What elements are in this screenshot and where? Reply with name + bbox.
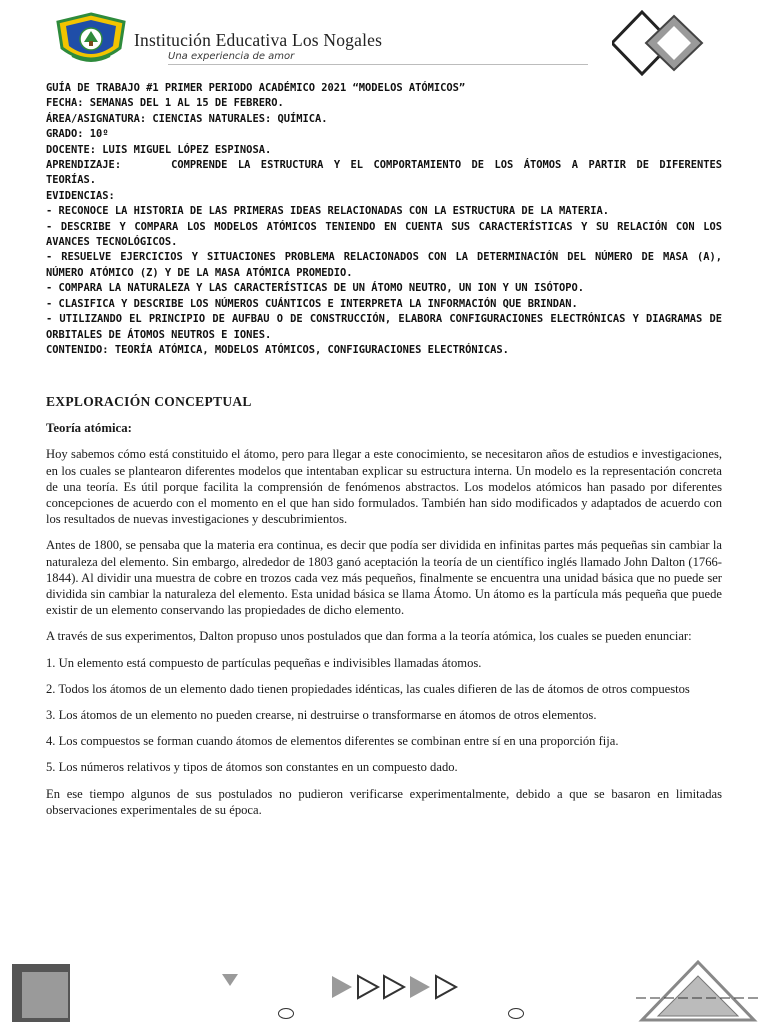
evidence-item: - RECONOCE LA HISTORIA DE LAS PRIMERAS IDEAS RELACIONADAS CON LA ESTRUCTURA DE LA MATERIA. <box>46 205 610 218</box>
paragraph: Hoy sabemos cómo está constituido el átomo, pero para llegar a este conocimiento, se necesitaron años de estudios e investigaciones, en los cuales se plantearon diferentes modelos que intentaban explicar su estructura interna. Un modelo es la representación concreta de una teoría. Es útil porque facilita la comprensión de fenómenos abstractos. Los modelos atómicos han pasado por diferentes concepciones de acuerdo con el momento en el que han sido formulados. También han sido modificados y adaptados de acuerdo con los resultados de nuevas investigaciones y descubrimientos. <box>46 447 722 527</box>
school-name: Institución Educativa Los Nogales <box>134 30 383 50</box>
header-divider <box>168 64 588 65</box>
paragraph: Antes de 1800, se pensaba que la materia era continua, es decir que podía ser dividida en infinitas partes más pequeñas sin cambiar la naturaleza del elemento. Sin embargo, alrededor de 1803 ganó aceptación la teoría de un científico inglés llamado John Dalton (1766-1844). Al dividir una muestra de cobre en trozos cada vez más pequeños, finalmente se encuentra una unidad básica que no puede ser dividida sin cambiar la naturaleza del elemento. Esta unidad básica se llama Átomo. Un átomo es la partícula más pequeña que puede existir de un elemento conservando las propiedades de dicho elemento. <box>46 538 722 618</box>
evidence-label: EVIDENCIAS: <box>46 189 115 202</box>
content-summary: CONTENIDO: TEORÍA ATÓMICA, MODELOS ATÓMICOS, CONFIGURACIONES ELECTRÓNICAS. <box>46 343 509 356</box>
down-triangle-icon <box>222 974 238 986</box>
decorative-diamonds-icon <box>612 10 712 76</box>
postulate-item: 3. Los átomos de un elemento no pueden crearse, ni destruirse o transformarse en átomos de otros elementos. <box>46 708 597 723</box>
decorative-circle-icon <box>278 1008 294 1019</box>
guide-teacher: DOCENTE: LUIS MIGUEL LÓPEZ ESPINOSA. <box>46 143 272 156</box>
learning-label: APRENDIZAJE: <box>46 159 122 172</box>
guide-info-block <box>46 81 722 358</box>
main-content <box>46 394 722 828</box>
evidence-item: - COMPARA LA NATURALEZA Y LAS CARACTERÍSTICAS DE UN ÁTOMO NEUTRO, UN ION Y UN ISÓTOPO. <box>46 282 584 295</box>
school-tagline: Una experiencia de amor <box>168 51 295 62</box>
evidence-item: - CLASIFICA Y DESCRIBE LOS NÚMEROS CUÁNTICOS E INTERPRETA LA INFORMACIÓN QUE BRINDAN. <box>46 297 578 310</box>
decorative-arrows-icon <box>330 974 480 1000</box>
postulate-item: 4. Los compuestos se forman cuando átomos de elementos diferentes se combinan entre sí en una proporción fija. <box>46 734 619 749</box>
postulate-item: 5. Los números relativos y tipos de átomos son constantes en un compuesto dado. <box>46 760 458 775</box>
learning-objective <box>46 158 722 189</box>
paragraph: En ese tiempo algunos de sus postulados no pudieron verificarse experimentalmente, debido a que se basaron en limitadas observaciones experimentales de su época. <box>46 786 722 817</box>
paragraph: A través de sus experimentos, Dalton propuso unos postulados que dan forma a la teoría atómica, los cuales se pueden enunciar: <box>46 629 692 644</box>
guide-subject: ÁREA/ASIGNATURA: CIENCIAS NATURALES: QUÍMICA. <box>46 112 328 125</box>
decorative-triangle-icon <box>636 958 760 1024</box>
evidence-item: - DESCRIBE Y COMPARA LOS MODELOS ATÓMICOS TENIENDO EN CUENTA SUS CARACTERÍSTICAS Y SU RELACIÓN CON LOS AVANCES TECNOLÓGICOS. <box>46 220 722 249</box>
decorative-circle-icon <box>508 1008 524 1019</box>
school-crest-logo <box>56 12 126 70</box>
guide-date: FECHA: SEMANAS DEL 1 AL 15 DE FEBRERO. <box>46 97 284 110</box>
decorative-square-inner-icon <box>22 972 68 1018</box>
evidence-item: - UTILIZANDO EL PRINCIPIO DE AUFBAU O DE CONSTRUCCIÓN, ELABORA CONFIGURACIONES ELECTRÓNICAS Y DIAGRAMAS DE ORBITALES DE ÁTOMOS NEUTROS E IONES. <box>46 313 722 341</box>
page-header <box>0 0 768 80</box>
postulate-item: 2. Todos los átomos de un elemento dado tienen propiedades idénticas, las cuales difieren de las de átomos de otros compuestos <box>46 681 690 696</box>
page-footer <box>0 950 768 1024</box>
evidence-item: - RESUELVE EJERCICIOS Y SITUACIONES PROBLEMA RELACIONADOS CON LA DETERMINACIÓN DEL NÚMERO DE MASA (A), NÚMERO ATÓMICO (Z) Y DE LA MASA ATÓMICA PROMEDIO. <box>46 251 722 279</box>
guide-title: GUÍA DE TRABAJO #1 PRIMER PERIODO ACADÉMICO 2021 “MODELOS ATÓMICOS” <box>46 82 466 94</box>
learning-text: COMPRENDE LA ESTRUCTURA Y EL COMPORTAMIENTO DE LOS ÁTOMOS A PARTIR DE DIFERENTES TEORÍAS. <box>46 159 722 187</box>
section-subtitle: Teoría atómica: <box>46 421 132 436</box>
section-title: EXPLORACIÓN CONCEPTUAL <box>46 394 252 409</box>
postulate-item: 1. Un elemento está compuesto de partículas pequeñas e indivisibles llamadas átomos. <box>46 655 482 670</box>
guide-grade: GRADO: 10º <box>46 128 109 141</box>
